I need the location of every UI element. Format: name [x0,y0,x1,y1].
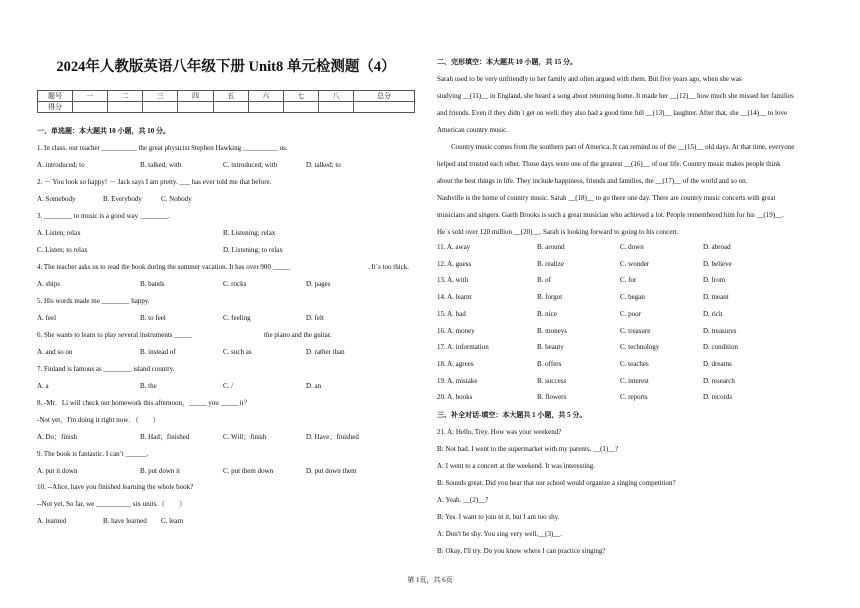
q2-option-a[interactable]: A. Somebody [37,195,76,203]
passage-line: Country music comes from the southern part of America. It can remind us of the __(15)__ old days. At that time, everyone [437,143,795,151]
cloze-q16-option-c[interactable]: C. treasure [620,326,651,335]
score-header-row [38,91,415,102]
q5-option-a[interactable]: A. feel [37,314,57,322]
q4-option-a[interactable]: A. ships [37,280,60,288]
passage-line: helped and trusted each other. Those days were one of the greatest __(16)__ of our life. Country music makes people think [437,160,781,168]
question-10: 10. --Alice, have you finished learning the whole book? [37,483,194,491]
question-5: 5. His words made me ________ happy. [37,297,150,305]
cloze-q11-option-a[interactable]: 11. A. away [437,243,471,251]
cloze-q16-option-a[interactable]: 16. A. money [437,326,475,335]
q3-option-d[interactable]: D. Listening; to relax [223,246,283,254]
cloze-q12-option-b[interactable]: B. realize [537,259,564,268]
passage-line: He`s sold over 120 million __(20)__. Sarah is looking forward to going to his concert. [437,228,679,236]
q3-option-a[interactable]: A. Listen; relax [37,229,81,237]
q4-option-d[interactable]: D. pages [306,280,331,288]
q7-option-a[interactable]: A. a [37,382,49,390]
q7-option-d[interactable]: D. an [306,382,322,390]
score-cell: 三 [143,91,178,102]
question-10-reply: --Not yet, So far, we __________ six units.（ ） [37,500,187,508]
q10-option-a[interactable]: A. learned [37,517,67,525]
q6-option-a[interactable]: A. and so on [37,348,73,356]
q8-option-a[interactable]: A. Do；finish [37,433,78,441]
section2-heading: 二、完形填空：本大题共 10 小题，共 15 分。 [437,58,577,66]
cloze-q14-option-c[interactable]: C. began [620,293,645,302]
score-value-row [38,102,415,113]
q8-option-d[interactable]: D. Have；finished [306,433,359,441]
q1-option-c[interactable]: C. introduced; with [223,161,278,169]
score-cell: 一 [73,91,108,102]
score-field[interactable] [108,102,143,113]
q10-option-c[interactable]: C. learn [161,517,184,525]
cloze-q11-option-c[interactable]: C. down [620,243,644,251]
cloze-q16-option-d[interactable]: D. treasures [703,326,737,335]
q1-option-d[interactable]: D. talked; to [306,161,341,169]
score-field[interactable] [178,102,213,113]
score-cell: 题号 [38,91,73,102]
cloze-q19-option-d[interactable]: D. research [703,376,735,385]
score-field[interactable] [143,102,178,113]
cloze-q20-option-a[interactable]: 20. A. books [437,393,473,402]
score-field[interactable] [354,102,415,113]
q6-option-c[interactable]: C. such as [223,348,252,356]
dialogue-line: B: Yes. I want to join in it, but I am too shy. [437,513,560,521]
section1-heading: 一、单选题：本大题共 10 小题，共 10 分。 [37,127,170,135]
cloze-q14-option-d[interactable]: D. meant [703,293,729,302]
q1-option-b[interactable]: B. talked; with [140,161,182,169]
cloze-q13-option-b[interactable]: B. of [537,276,551,285]
question-3: 3. ________ to music is a good way ________. [37,212,170,220]
score-field[interactable] [318,102,353,113]
cloze-q16-option-b[interactable]: B. moneys [537,326,567,335]
q5-option-c[interactable]: C. feeling [223,314,251,322]
cloze-q15-option-b[interactable]: B. nice [537,309,557,318]
question-9: 9. The book is fantastic. I can’t ______. [37,450,149,458]
cloze-q17-option-c[interactable]: C. technology [620,343,660,352]
q9-option-d[interactable]: D. put down them [306,467,357,475]
score-label: 得分 [38,102,73,113]
question-8-reply: -Not yet，I'm doing it right now．（ ） [37,416,160,424]
passage-line: Sarah used to be very unfriendly to her family and often argued with them. But five years ago, when she was [437,75,742,83]
passage-line: Nashville is the home of country music. Sarah __(18)__ to go there one day. There are country music concerts with great [437,194,776,202]
question-7: 7. Finland is famous as ________ island country. [37,365,175,373]
cloze-q13-option-c[interactable]: C. for [620,276,637,285]
q2-option-c[interactable]: C. Nobody [161,195,192,203]
cloze-q19-option-a[interactable]: 19. A. mistake [437,376,478,385]
q1-option-a[interactable]: A. introduced; to [37,161,85,169]
q3-option-c[interactable]: C. Listen; to relax [37,246,88,254]
cloze-q18-option-b[interactable]: B. offers [537,359,562,368]
score-cell: 七 [283,91,318,102]
dialogue-line: 21. A: Hello, Trey. How was your weekend? [437,428,562,436]
cloze-q19-option-b[interactable]: B. success [537,376,567,385]
cloze-q17-option-a[interactable]: 17. A. information [437,343,489,352]
question-6-tail: the piano and the guitar. [264,331,332,339]
passage-line: musicians and singers. Garth Brooks is such a great musician who achieved a lot. People remembered him for his __(19)__. [437,211,784,219]
q4-option-c[interactable]: C. rocks [223,280,247,288]
score-cell: 六 [248,91,283,102]
question-1: 1. In class, our teacher __________ the great physicist Stephen Hawking __________ us. [37,144,288,152]
score-cell: 二 [108,91,143,102]
q10-option-b[interactable]: B. have learned [103,517,147,525]
q9-option-a[interactable]: A. put it down [37,467,78,475]
cloze-q12-option-d[interactable]: D. believe [703,259,732,268]
q5-option-b[interactable]: B. to feel [140,314,166,322]
question-4: 4. The teacher asks us to read the book during the summer vacation. It has over 900 _____ [37,263,291,271]
q9-option-c[interactable]: C. put them down [223,467,274,475]
cloze-q13-option-a[interactable]: 13. A. with [437,276,469,285]
score-cell: 四 [178,91,213,102]
passage-line: about the best things in life. They include happiness, friends and families, the __(17)__ of the world and so on. [437,177,748,185]
cloze-q15-option-a[interactable]: 15. A. bad [437,309,466,318]
question-6: 6. She wants to learn to play several instruments _____ [37,331,192,339]
cloze-q12-option-c[interactable]: C. wonder [620,259,650,268]
score-field[interactable] [248,102,283,113]
question-2: 2. － You look so happy! － Jack says I am pretty. ___ has ever told me that before. [37,178,272,186]
cloze-q18-option-d[interactable]: D. dreams [703,359,732,368]
q9-option-b[interactable]: B. put down it [140,467,181,475]
score-field[interactable] [73,102,108,113]
dialogue-line: B: Not bad. I went to the supermarket with my parents. __(1)__? [437,445,619,453]
dialogue-line: B: Okay, I'll try. Do you know where I can practice singing? [437,547,606,555]
q6-option-b[interactable]: B. instead of [140,348,176,356]
cloze-q14-option-b[interactable]: B. forgot [537,293,563,302]
score-cell: 八 [318,91,353,102]
cloze-q13-option-d[interactable]: D. from [703,276,726,285]
question-8: 8. -Mr．Li will check our homework this afternoon，_____ you _____ it？ [37,399,251,407]
cloze-q15-option-d[interactable]: D. rich [703,309,723,318]
score-field[interactable] [213,102,248,113]
section3-heading: 三、补全对话-填空：本大题共 1 小题，共 5 分。 [437,411,587,419]
cloze-q14-option-a[interactable]: 14. A. learnt [437,293,472,302]
q4-option-b[interactable]: B. bands [140,280,165,288]
passage-line: American country music. [437,126,508,134]
cloze-q12-option-a[interactable]: 12. A. guess [437,259,472,268]
cloze-q20-option-c[interactable]: C. reports [620,393,648,402]
cloze-q18-option-c[interactable]: C. teaches [620,359,649,368]
question-4-tail: . It`s too thick. [368,263,410,271]
score-cell: 总分 [354,91,415,102]
cloze-q19-option-c[interactable]: C. interest [620,376,649,385]
dialogue-line: A: Don't be shy. You sing very well.__(3)__. [437,530,563,538]
cloze-q11-option-b[interactable]: B. around [537,243,565,251]
dialogue-line: B: Sounds great. Did you hear that our school would organize a singing competition? [437,479,676,487]
q8-option-c[interactable]: C. Will；finish [223,433,267,441]
score-table [37,90,415,113]
cloze-q15-option-c[interactable]: C. poor [620,309,641,318]
cloze-q17-option-d[interactable]: D. condition [703,343,738,352]
q6-option-d[interactable]: D. rather than [306,348,345,356]
cloze-q17-option-b[interactable]: B. beauty [537,343,564,352]
passage-line: studying __(11)__ in England, she heard a song about returning home. It made her __(12)__ how much she missed her families [437,92,794,100]
passage-line: and friends. Even if they didn`t get on well, they also had a good time full __(13)__ laughter. After that, she __(14)__ to love [437,109,788,117]
q2-option-b[interactable]: B. Everybody [103,195,142,203]
q7-option-b[interactable]: B. the [140,382,157,390]
score-field[interactable] [283,102,318,113]
dialogue-line: A: Yeah. __(2)__? [437,496,489,504]
page-title: 2024年人教版英语八年级下册 Unit8 单元检测题（4） [56,59,396,75]
q7-option-c[interactable]: C. / [223,382,234,390]
cloze-q11-option-d[interactable]: D. abroad [703,243,731,251]
q5-option-d[interactable]: D. felt [306,314,324,322]
q8-option-b[interactable]: B. Had；finished [140,433,190,441]
cloze-q18-option-a[interactable]: 18. A. agrees [437,359,474,368]
q3-option-b[interactable]: B. Listening; relax [223,229,276,237]
cloze-q20-option-d[interactable]: D. records [703,393,733,402]
score-cell: 五 [213,91,248,102]
cloze-q20-option-b[interactable]: B. flowers [537,393,567,402]
dialogue-line: A: I went to a concert at the weekend. It was interesting. [437,462,596,470]
page-footer: 第 1页，共 6页 [407,576,453,584]
